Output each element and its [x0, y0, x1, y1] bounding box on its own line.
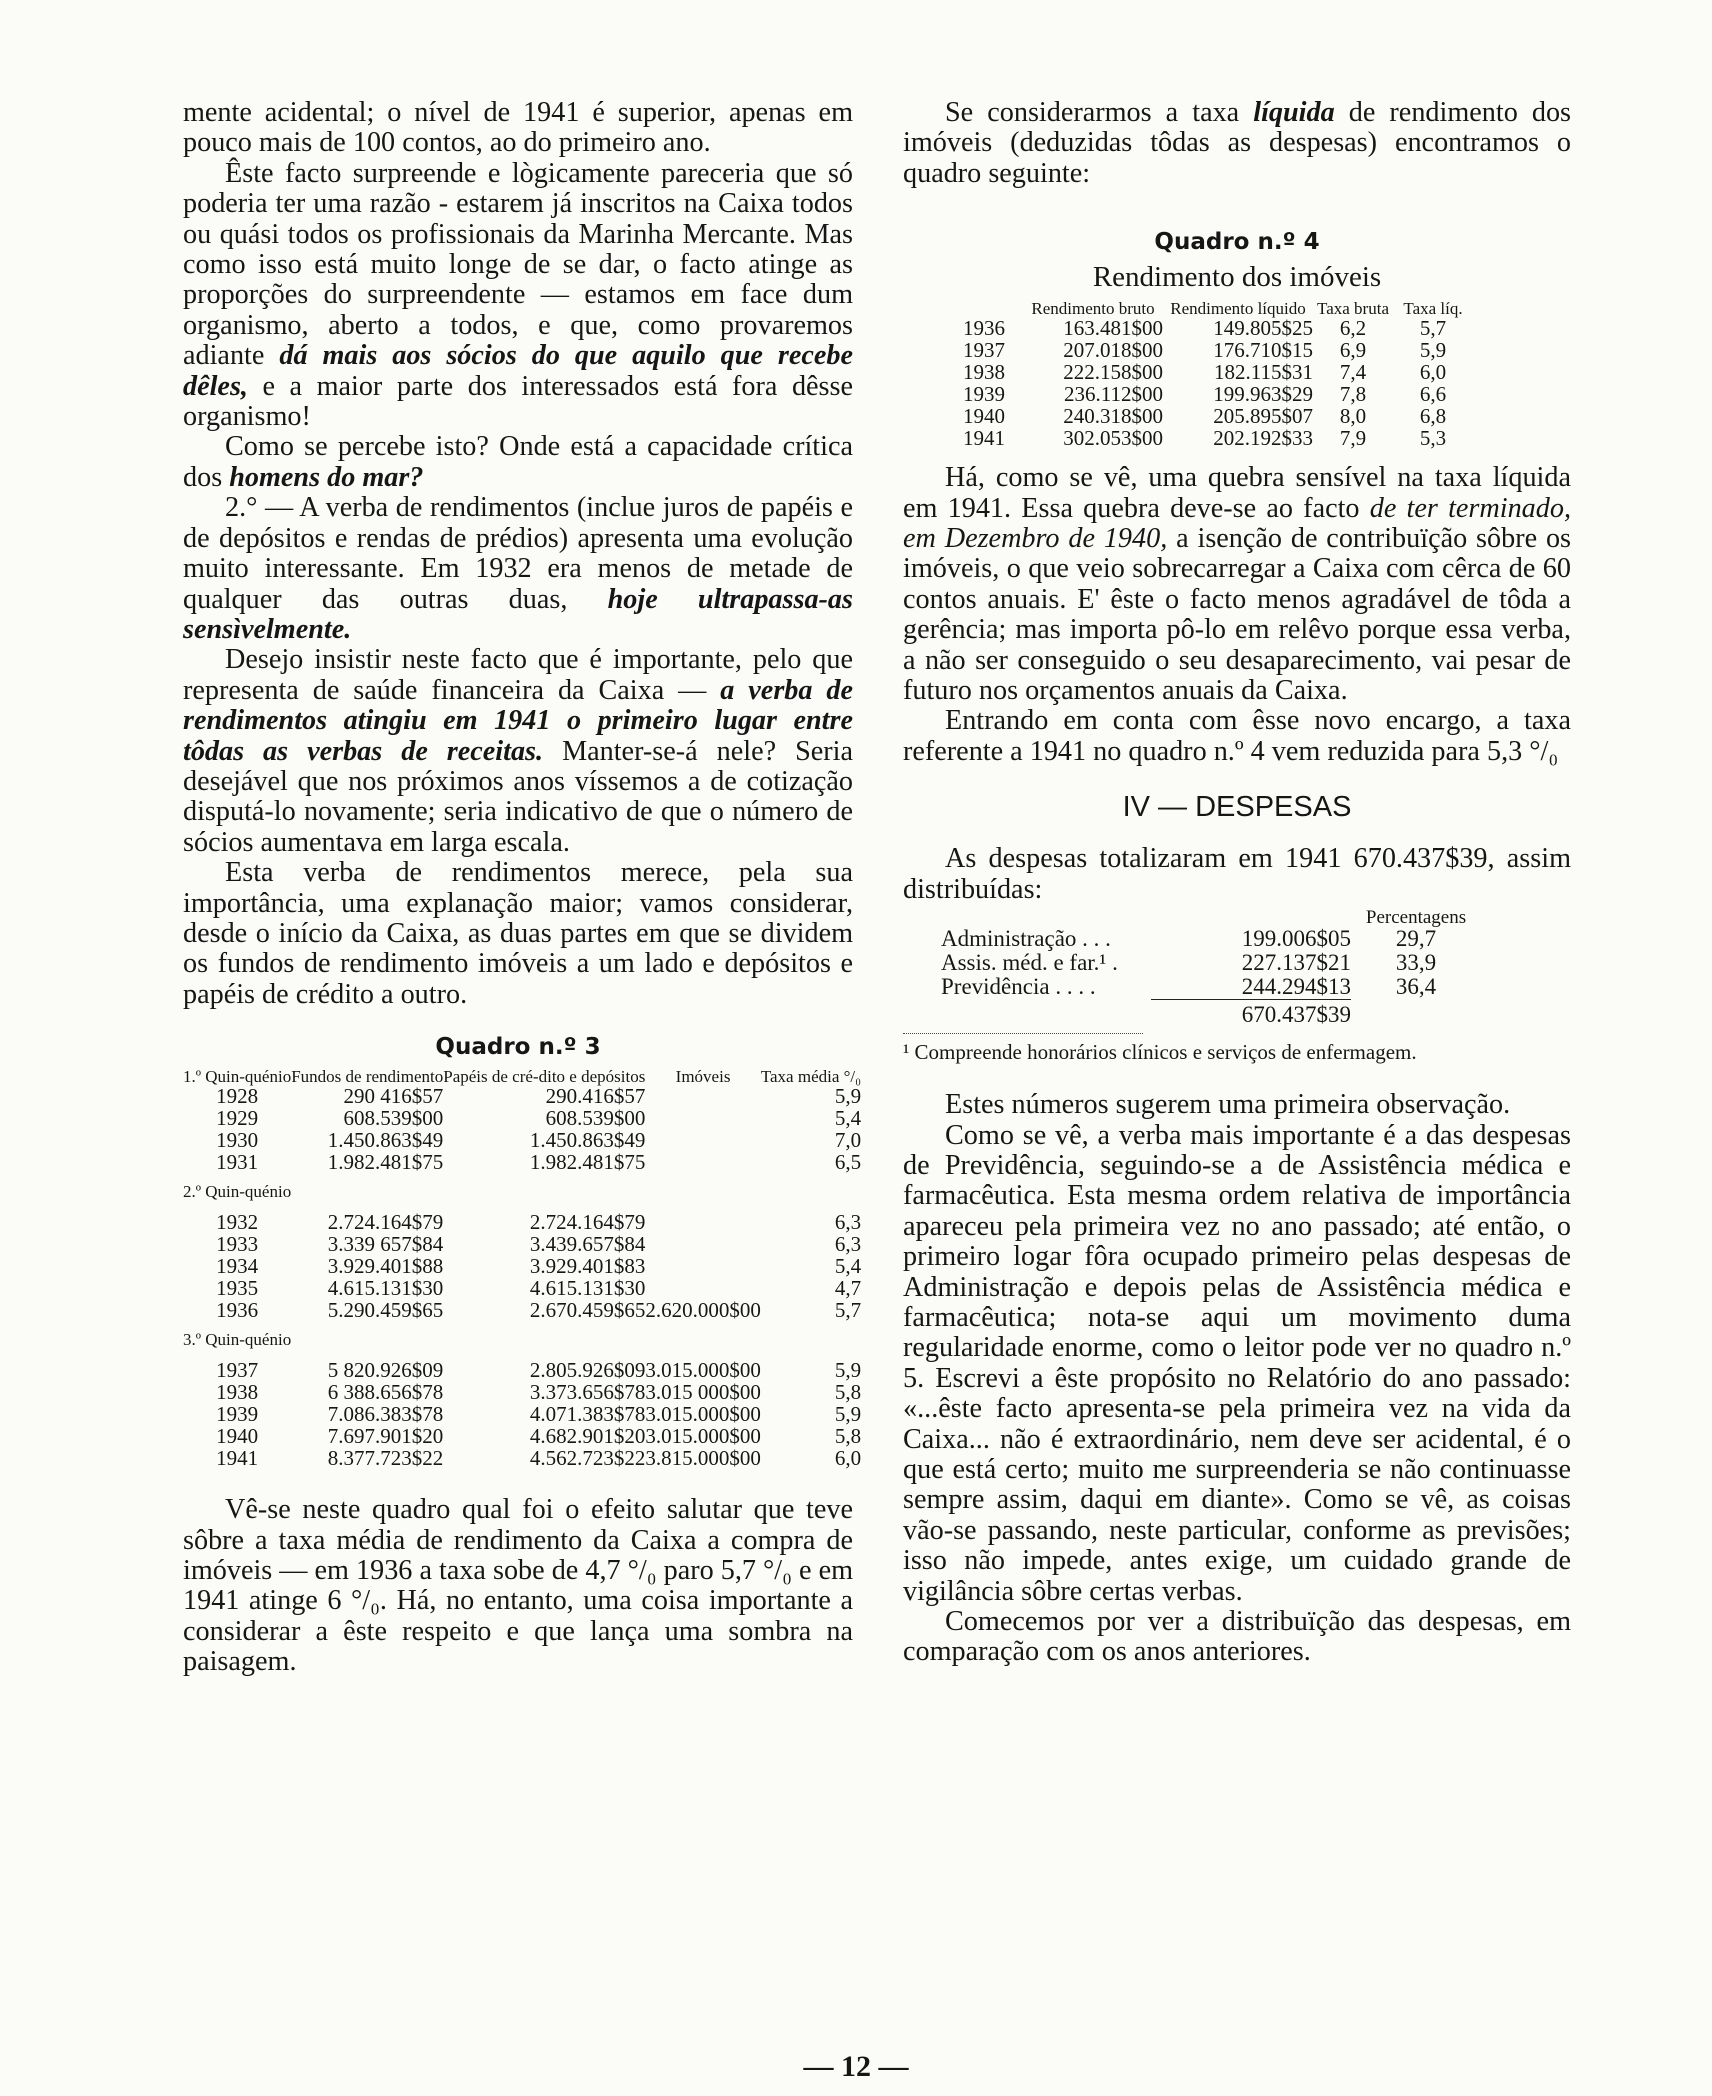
table-row — [183, 1255, 861, 1277]
bruto-cell: 236.112$00 — [1064, 382, 1163, 407]
left-paragraph-6: Esta verba de rendimentos merece, pela sua importância, uma explanação maior; vamos considerar, desde o início da Caixa, as duas partes em que se dividem os fundos de rendimento imóveis a um lado e depósitos e papéis de crédito a outro. — [183, 857, 853, 1010]
table-row — [183, 1447, 861, 1469]
table-row — [183, 1425, 861, 1447]
table-row — [183, 1359, 861, 1381]
despesa-value: 227.137$21 — [1241, 950, 1351, 976]
year-cell: 1940 — [216, 1424, 259, 1449]
quadro-3-group-2 — [183, 1211, 861, 1321]
imoveis-cell — [645, 1129, 761, 1151]
table-row — [183, 1381, 861, 1403]
year-cell: 1935 — [216, 1276, 259, 1301]
imoveis-cell: 3.015 000$00 — [645, 1380, 761, 1405]
year-cell: 1938 — [216, 1380, 259, 1405]
right-paragraph-6: Como se vê, a verba mais importante é a das despesas de Previdência, seguindo-se a de Assistência médica e farmacêutica. Esta mesma ordem relativa de importância apareceu pela primeira vez no ano passado; até então, o primeiro logar fôra ocupado primeiro pelas despesas de Administração e depois pelas de Assistência médica e farmacêutica; nota-se aqui um movimento duma regularidade enorme, como o leitor pode ver no quadro n.º 5. Escrevi a êste propósito no Relatório do ano passado: «...êste facto apresenta-se pela primeira vez na vida da Caixa... não é extraordinário, nem deve ser acidental, é o que está certo; muito me surpreenderia se não continuasse sempre assim, daqui em diante». Como se vê, as coisas vão-se passando, neste particular, conforme as previsões; isso não impede, antes exige, um cuidado grande de vigilância sôbre certas verbas. — [903, 1119, 1571, 1607]
year-cell: 1934 — [216, 1254, 259, 1279]
liquido-cell: 182.115$31 — [1214, 360, 1313, 385]
header-taxa-bruta: Taxa bruta — [1317, 299, 1389, 319]
papeis-cell: 4.562.723$22 — [529, 1446, 646, 1471]
imoveis-cell — [645, 1255, 761, 1277]
liquido-cell: 149.805$25 — [1213, 316, 1313, 341]
taxa-cell: 6,5 — [834, 1150, 862, 1175]
bruto-cell: 163.481$00 — [1063, 316, 1163, 341]
year-cell: 1937 — [216, 1358, 259, 1383]
header-papeis: Papéis de cré-dito e depósitos — [443, 1067, 646, 1087]
taxa-liq-cell: 6,0 — [1419, 360, 1447, 385]
fundos-cell: 1.982.481$75 — [327, 1150, 444, 1175]
taxa-bruta-cell: 7,8 — [1339, 382, 1367, 407]
table-row — [963, 361, 1473, 383]
papeis-cell: 3.439.657$84 — [529, 1232, 646, 1257]
papeis-cell: 2.805.926$09 — [529, 1358, 646, 1383]
taxa-bruta-cell: 8,0 — [1339, 404, 1367, 429]
taxa-cell: 5,8 — [834, 1424, 862, 1449]
quadro-3-group-3 — [183, 1359, 861, 1469]
bruto-cell: 207.018$00 — [1063, 338, 1163, 363]
right-paragraph-4: As despesas totalizaram em 1941 670.437$39, assim distribuídas: — [903, 843, 1571, 905]
left-paragraph-2: Êste facto surpreende e lògicamente pareceria que só poderia ter uma razão - estarem já inscritos na Caixa todos ou quási todos os profissionais da Marinha Mercante. Mas como isso está muito longe de se dar, o facto atinge as proporções do surpreendente — estamos em face dum organismo, aberto a todos, e que, como provaremos adiante dá mais aos sócios do que aquilo que recebe dêles, e a maior parte dos interessados está fora dêsse organismo! — [183, 157, 853, 433]
imoveis-cell — [645, 1211, 761, 1233]
table-row — [183, 1151, 861, 1173]
header-bruto: Rendimento bruto — [1031, 299, 1155, 319]
fundos-cell: 7.086.383$78 — [327, 1402, 444, 1427]
despesa-value: 244.294$13 — [1241, 974, 1351, 1000]
table-row — [183, 1233, 861, 1255]
liquido-cell: 199.963$29 — [1213, 382, 1313, 407]
table-row — [941, 951, 1481, 975]
fundos-cell: 8.377.723$22 — [327, 1446, 444, 1471]
liquido-cell: 202.192$33 — [1213, 426, 1313, 451]
left-column — [183, 97, 862, 1678]
year-cell: 1930 — [216, 1128, 259, 1153]
papeis-cell: 608.539$00 — [545, 1106, 646, 1131]
fundos-cell: 3.929.401$88 — [327, 1254, 444, 1279]
table-row — [963, 317, 1473, 339]
year-cell: 1929 — [216, 1106, 259, 1131]
fundos-cell: 2.724.164$79 — [327, 1210, 444, 1235]
table-row — [963, 383, 1473, 405]
group-3-label: 3.º Quin-quénio — [183, 1330, 292, 1350]
imoveis-cell: 3.015.000$00 — [645, 1358, 761, 1383]
quadro-4-subtitle: Rendimento dos imóveis — [1092, 261, 1382, 294]
header-liquido: Rendimento líquido — [1170, 299, 1306, 319]
left-paragraph-5: Desejo insistir neste facto que é importante, pelo que representa de saúde financeira da Caixa — a verba de rendimentos atingiu em 1941 o primeiro lugar entre tôdas as verbas de receitas. Manter-se-á nele? Seria desejável que nos próximos anos víssemos a de cotização disputá-lo novamente; seria indicativo de que o número de sócios aumentava em larga escala. — [183, 644, 854, 858]
imoveis-cell — [645, 1085, 761, 1107]
table-row — [963, 427, 1473, 449]
imoveis-cell: 3.015.000$00 — [645, 1424, 761, 1449]
year-cell: 1936 — [963, 316, 1005, 341]
despesa-label: Previdência . . . . — [941, 974, 1096, 1000]
despesas-body — [941, 927, 1481, 1000]
header-imoveis: Imóveis — [675, 1067, 731, 1087]
year-cell: 1932 — [216, 1210, 259, 1235]
papeis-cell: 1.450.863$49 — [529, 1128, 646, 1153]
taxa-liq-cell: 5,9 — [1419, 338, 1447, 363]
year-cell: 1941 — [216, 1446, 259, 1471]
quadro-3-group-3-label — [183, 1321, 861, 1359]
taxa-cell: 4,7 — [834, 1276, 862, 1301]
year-cell: 1941 — [963, 426, 1005, 451]
fundos-cell: 3.339 657$84 — [327, 1232, 444, 1257]
year-cell: 1931 — [216, 1150, 259, 1175]
despesas-table — [941, 909, 1481, 1027]
taxa-cell: 5,4 — [834, 1254, 862, 1279]
imoveis-cell — [645, 1233, 761, 1255]
taxa-bruta-cell: 7,9 — [1339, 426, 1367, 451]
footnote-rule — [903, 1033, 1143, 1034]
taxa-cell: 5,9 — [834, 1358, 862, 1383]
quadro-3-title: Quadro n.º 3 — [435, 1034, 601, 1061]
right-paragraph-7: Comecemos por ver a distribuïção das despesas, em comparação com os anos anteriores. — [903, 1606, 1571, 1668]
footnote: ¹ Compreende honorários clínicos e serviços de enfermagem. — [903, 1040, 1417, 1065]
fundos-cell: 5 820.926$09 — [327, 1358, 444, 1383]
liquido-cell: 205.895$07 — [1213, 404, 1313, 429]
header-period: 1.º Quin-quénio — [183, 1067, 292, 1087]
taxa-cell: 6,0 — [834, 1446, 862, 1471]
liquido-cell: 176.710$15 — [1213, 338, 1313, 363]
despesa-label: Assis. méd. e far.¹ . — [941, 950, 1118, 976]
taxa-bruta-cell: 6,2 — [1339, 316, 1367, 341]
right-paragraph-2: Há, como se vê, uma quebra sensível na taxa líquida em 1941. Essa quebra deve-se ao facto de ter terminado, em Dezembro de 1940, a isenção de contribuïção sôbre os imóveis, o que veio sobrecarregar a Caixa com cêrca de 60 contos anuais. E' êste o facto menos agradável de tôda a gerência; mas importa pô-lo em relêvo porque essa verba, a não ser conseguido o seu desaparecimento, vai pesar de futuro nos orçamentos anuais da Caixa. — [903, 462, 1572, 707]
papeis-cell: 2.670.459$65 — [529, 1298, 646, 1323]
taxa-cell: 5,4 — [834, 1106, 862, 1131]
fundos-cell: 5.290.459$65 — [327, 1298, 444, 1323]
despesas-total: 670.437$39 — [1151, 1000, 1351, 1028]
papeis-cell: 4.682.901$20 — [529, 1424, 646, 1449]
table-row — [963, 405, 1473, 427]
fundos-cell: 290 416$57 — [343, 1084, 444, 1109]
left-paragraph-3: Como se percebe isto? Onde está a capacidade crítica dos homens do mar? — [183, 431, 853, 493]
despesa-value: 199.006$05 — [1241, 926, 1351, 952]
year-cell: 1937 — [963, 338, 1005, 363]
taxa-cell: 7,0 — [834, 1128, 862, 1153]
bruto-cell: 240.318$00 — [1063, 404, 1163, 429]
right-column — [903, 98, 1571, 1668]
quadro-3-table — [183, 1068, 861, 1469]
pct-header: Percentagens — [1365, 907, 1467, 929]
fundos-cell: 4.615.131$30 — [327, 1276, 444, 1301]
table-row — [183, 1403, 861, 1425]
quadro-4-title: Quadro n.º 4 — [1154, 229, 1320, 256]
despesas-total-row — [941, 1000, 1481, 1028]
despesa-pct: 36,4 — [1395, 974, 1437, 1000]
left-paragraph-1: mente acidental; o nível de 1941 é superior, apenas em pouco mais de 100 contos, ao do primeiro ano. — [183, 97, 853, 159]
quadro-4-header-row — [963, 300, 1473, 317]
imoveis-cell — [645, 1107, 761, 1129]
papeis-cell: 3.929.401$83 — [529, 1254, 646, 1279]
table-row — [183, 1085, 861, 1107]
imoveis-cell: 3.815.000$00 — [645, 1446, 761, 1471]
page-number: — 12 — — [803, 2050, 909, 2083]
taxa-liq-cell: 5,7 — [1419, 316, 1447, 341]
header-taxa: Taxa média °/₀ — [760, 1067, 862, 1087]
taxa-liq-cell: 5,3 — [1419, 426, 1447, 451]
papeis-cell: 4.615.131$30 — [529, 1276, 646, 1301]
taxa-cell: 6,3 — [834, 1232, 862, 1257]
bruto-cell: 302.053$00 — [1063, 426, 1163, 451]
header-fundos: Fundos de rendimento — [291, 1067, 444, 1087]
papeis-cell: 290.416$57 — [545, 1084, 646, 1109]
right-paragraph-1: Se considerarmos a taxa líquida de rendimento dos imóveis (deduzidas tôdas as despesas) encontramos o quadro seguinte: — [903, 97, 1572, 189]
despesas-header-row — [941, 909, 1481, 927]
fundos-cell: 1.450.863$49 — [327, 1128, 444, 1153]
group-2-label: 2.º Quin-quénio — [183, 1182, 292, 1202]
fundos-cell: 608.539$00 — [343, 1106, 444, 1131]
imoveis-cell: 2.620.000$00 — [645, 1298, 761, 1323]
fundos-cell: 6 388.656$78 — [327, 1380, 444, 1405]
year-cell: 1933 — [216, 1232, 259, 1257]
imoveis-cell — [645, 1151, 761, 1173]
table-row — [941, 975, 1481, 1000]
year-cell: 1938 — [963, 360, 1005, 385]
papeis-cell: 3.373.656$78 — [529, 1380, 646, 1405]
quadro-4-body — [963, 317, 1473, 449]
table-row — [183, 1211, 861, 1233]
papeis-cell: 4.071.383$78 — [529, 1402, 646, 1427]
quadro-3-group-1 — [183, 1085, 861, 1173]
papeis-cell: 2.724.164$79 — [529, 1210, 646, 1235]
right-paragraph-5: Estes números sugerem uma primeira observação. — [945, 1089, 1511, 1121]
table-row — [183, 1299, 861, 1321]
section-title: IV — DESPESAS — [1122, 791, 1352, 824]
taxa-cell: 5,8 — [834, 1380, 862, 1405]
year-cell: 1940 — [963, 404, 1005, 429]
table-row — [183, 1129, 861, 1151]
quadro-3-header-row — [183, 1068, 861, 1085]
year-cell: 1928 — [216, 1084, 259, 1109]
header-taxa-liq: Taxa líq. — [1403, 299, 1463, 319]
year-cell: 1939 — [216, 1402, 259, 1427]
taxa-liq-cell: 6,8 — [1419, 404, 1447, 429]
taxa-cell: 5,7 — [834, 1298, 862, 1323]
left-paragraph-7: Vê-se neste quadro qual foi o efeito salutar que teve sôbre a taxa média de rendimento da Caixa a compra de imóveis — em 1936 a taxa sobe de 4,7 °/₀ paro 5,7 °/₀ e em 1941 atinge 6 °/₀. Há, no entanto, uma coisa importante a considerar a êste respeito e que lança uma sombra na paisagem. — [183, 1494, 854, 1678]
table-row — [183, 1107, 861, 1129]
taxa-liq-cell: 6,6 — [1419, 382, 1447, 407]
taxa-cell: 6,3 — [834, 1210, 862, 1235]
table-row — [941, 927, 1481, 951]
despesa-label: Administração . . . — [941, 926, 1111, 952]
left-paragraph-4: 2.° — A verba de rendimentos (inclue juros de papéis e de depósitos e rendas de prédios) apresenta uma evolução muito interessante. Em 1932 era menos de metade de qualquer das outras duas, hoje ultrapassa-as sensìvelmente. — [183, 492, 853, 645]
imoveis-cell: 3.015.000$00 — [645, 1402, 761, 1427]
papeis-cell: 1.982.481$75 — [529, 1150, 646, 1175]
table-row — [963, 339, 1473, 361]
year-cell: 1936 — [216, 1298, 259, 1323]
right-paragraph-3: Entrando em conta com êsse novo encargo, a taxa referente a 1941 no quadro n.º 4 vem reduzida para 5,3 °/₀ — [903, 705, 1571, 767]
quadro-3-group-2-label — [183, 1173, 861, 1211]
taxa-bruta-cell: 7,4 — [1339, 360, 1367, 385]
despesa-pct: 33,9 — [1395, 950, 1437, 976]
taxa-bruta-cell: 6,9 — [1339, 338, 1367, 363]
quadro-4-table — [963, 300, 1473, 449]
fundos-cell: 7.697.901$20 — [327, 1424, 444, 1449]
year-cell: 1939 — [963, 382, 1005, 407]
taxa-cell: 5,9 — [834, 1402, 862, 1427]
taxa-cell: 5,9 — [834, 1084, 862, 1109]
despesa-pct: 29,7 — [1395, 926, 1437, 952]
table-row — [183, 1277, 861, 1299]
imoveis-cell — [645, 1277, 761, 1299]
bruto-cell: 222.158$00 — [1063, 360, 1163, 385]
